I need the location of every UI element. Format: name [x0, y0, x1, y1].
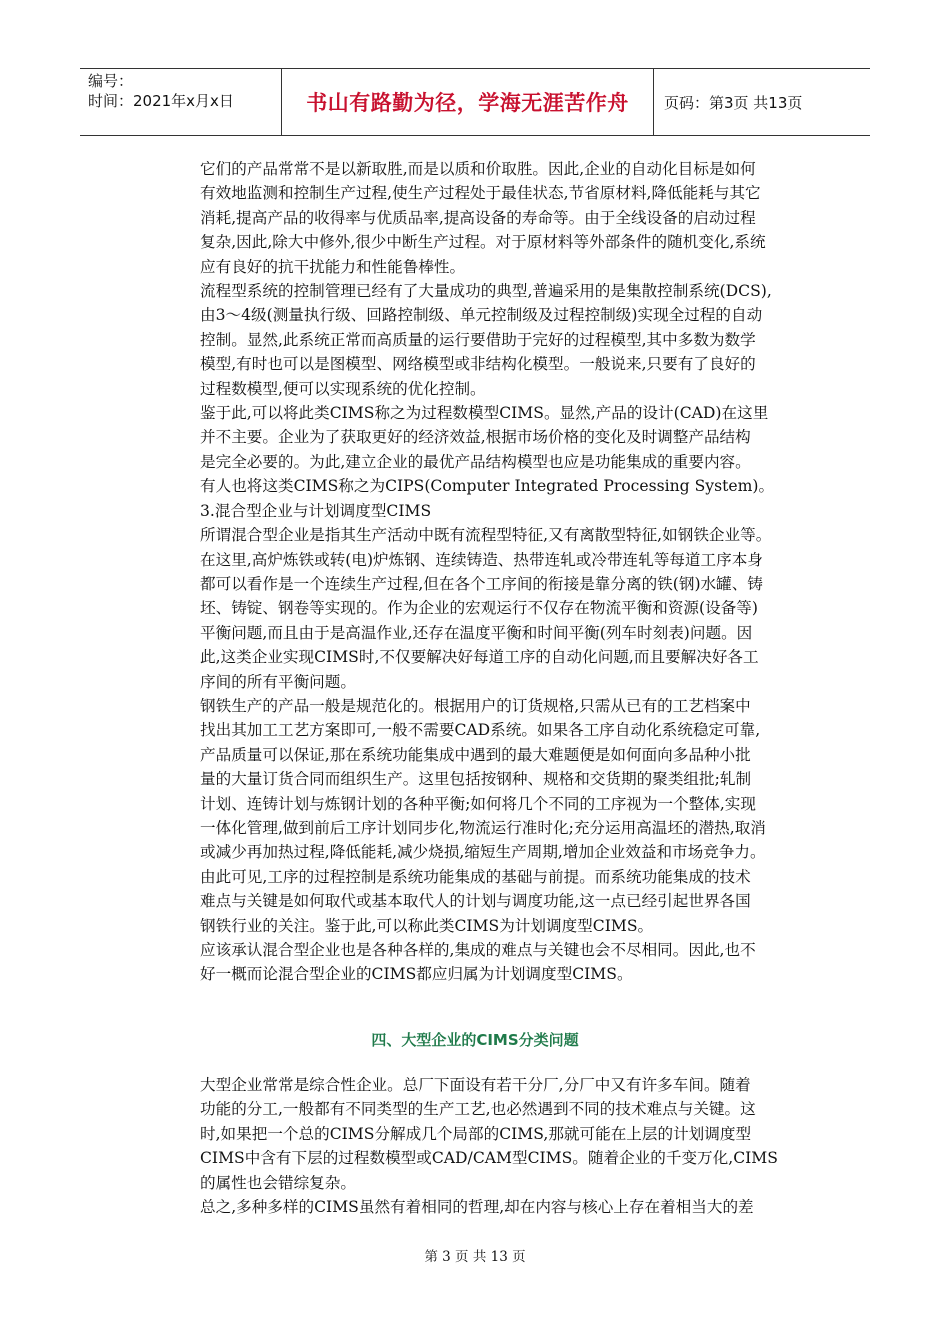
- page-header: [80, 68, 870, 136]
- text-line: 有效地监测和控制生产过程,使生产过程处于最佳状态,节省原材料,降低能耗与其它: [200, 184, 761, 203]
- text-line: 消耗,提高产品的收得率与优质品率,提高设备的寿命等。由于全线设备的启动过程: [200, 208, 756, 227]
- text-line: 难点与关键是如何取代或基本取代人的计划与调度功能,这一点已经引起世界各国: [200, 892, 751, 911]
- text-line: 应该承认混合型企业也是各种各样的,集成的难点与关键也会不尽相同。因此,也不: [200, 941, 756, 959]
- text-line: 它们的产品常常不是以新取胜,而是以质和价取胜。因此,企业的自动化目标是如何: [200, 160, 756, 178]
- text-line: 平衡问题,而且由于是高温作业,还存在温度平衡和时间平衡(列车时刻表)问题。因: [200, 623, 753, 642]
- subsection-title: 3.混合型企业与计划调度型CIMS: [200, 501, 432, 520]
- text-line: 由此可见,工序的过程控制是系统功能集成的基础与前提。而系统功能集成的技术: [200, 867, 751, 886]
- text-line: 复杂,因此,除大中修外,很少中断生产过程。对于原材料等外部条件的随机变化,系统: [200, 233, 766, 252]
- text-line: 功能的分工,一般都有不同类型的生产工艺,也必然遇到不同的技术难点与关键。这: [200, 1100, 756, 1119]
- text-line: 过程数模型,便可以实现系统的优化控制。: [200, 379, 486, 398]
- time-label: 时间：2021年x月x日: [88, 92, 234, 110]
- text-line: CIMS中含有下层的过程数模型或CAD/CAM型CIMS。随着企业的千变万化,CIMS: [200, 1149, 778, 1168]
- text-line: 此,这类企业实现CIMS时,不仅要解决好每道工序的自动化问题,而且要解决好各工: [200, 648, 759, 667]
- text-line: 或减少再加热过程,降低能耗,减少烧损,缩短生产周期,增加企业效益和市场竞争力。: [200, 843, 766, 862]
- text-line: 大型企业常常是综合性企业。总厂下面设有若干分厂,分厂中又有许多车间。随着: [200, 1076, 751, 1094]
- text-line: 是完全必要的。为此,建立企业的最优产品结构模型也应是功能集成的重要内容。: [200, 452, 751, 471]
- number-label: 编号：: [88, 72, 134, 90]
- page-footer: 第 3 页 共 13 页: [424, 1249, 526, 1265]
- text-line: 在这里,高炉炼铁或转(电)炉炼钢、连续铸造、热带连轧或冷带连轧等每道工序本身: [200, 550, 763, 569]
- body-text: [200, 157, 828, 987]
- text-line: 模型,有时也可以是图模型、网络模型或非结构化模型。一般说来,只要有了良好的: [200, 355, 756, 374]
- text-line: 产品质量可以保证,那在系统功能集成中遇到的最大难题便是如何面向多品种小批: [200, 745, 751, 764]
- text-line: 总之,多种多样的CIMS虽然有着相同的哲理,却在内容与核心上存在着相当大的差: [200, 1198, 754, 1217]
- header-page-info: 页码：第3页 共13页: [664, 93, 803, 112]
- text-line: 钢铁行业的关注。鉴于此,可以称此类CIMS为计划调度型CIMS。: [200, 916, 654, 935]
- header-meta: [80, 69, 282, 135]
- text-line: 流程型系统的控制管理已经有了大量成功的典型,普遍采用的是集散控制系统(DCS),: [200, 282, 772, 301]
- header-motto: 书山有路勤为径，学海无涯苦作舟: [282, 69, 654, 135]
- text-line: 控制。显然,此系统正常而高质量的运行要借助于完好的过程模型,其中多数为数学: [200, 330, 756, 349]
- text-line: 并不主要。企业为了获取更好的经济效益,根据市场价格的变化及时调整产品结构: [200, 428, 751, 447]
- text-line: 找出其加工工艺方案即可,一般不需要CAD系统。如果各工序自动化系统稳定可靠,: [200, 721, 761, 740]
- text-line: 量的大量订货合同而组织生产。这里包括按钢种、规格和交货期的聚类组批;轧制: [200, 770, 752, 789]
- text-line: 时,如果把一个总的CIMS分解成几个局部的CIMS,那就可能在上层的计划调度型: [200, 1124, 752, 1143]
- text-line: 所谓混合型企业是指其生产活动中既有流程型特征,又有离散型特征,如钢铁企业等。: [200, 526, 772, 545]
- body-text-2: [200, 1073, 828, 1219]
- text-line: 好一概而论混合型企业的CIMS都应归属为计划调度型CIMS。: [200, 965, 633, 984]
- text-line: 应有良好的抗干扰能力和性能鲁棒性。: [200, 257, 466, 276]
- text-line: 都可以看作是一个连续生产过程,但在各个工序间的衔接是靠分离的铁(钢)水罐、铸: [200, 574, 763, 593]
- text-line: 计划、连铸计划与炼钢计划的各种平衡;如何将几个不同的工序视为一个整体,实现: [200, 794, 756, 813]
- text-line: 鉴于此,可以将此类CIMS称之为过程数模型CIMS。显然,产品的设计(CAD)在这里: [200, 404, 769, 423]
- text-line: 一体化管理,做到前后工序计划同步化,物流运行准时化;充分运用高温坯的潜热,取消: [200, 818, 766, 837]
- text-line: 钢铁生产的产品一般是规范化的。根据用户的订货规格,只需从已有的工艺档案中: [200, 696, 751, 715]
- text-line: 由3～4级(测量执行级、回路控制级、单元控制级及过程控制级)实现全过程的自动: [200, 306, 763, 325]
- section-heading: 四、大型企业的CIMS分类问题: [371, 1031, 579, 1049]
- text-line: 坯、铸锭、钢卷等实现的。作为企业的宏观运行不仅存在物流平衡和资源(设备等): [200, 599, 758, 618]
- text-line: 序间的所有平衡问题。: [200, 672, 356, 691]
- text-line: 的属性也会错综复杂。: [200, 1173, 356, 1192]
- text-line: 有人也将这类CIMS称之为CIPS(Computer Integrated Processing System)。: [200, 477, 775, 496]
